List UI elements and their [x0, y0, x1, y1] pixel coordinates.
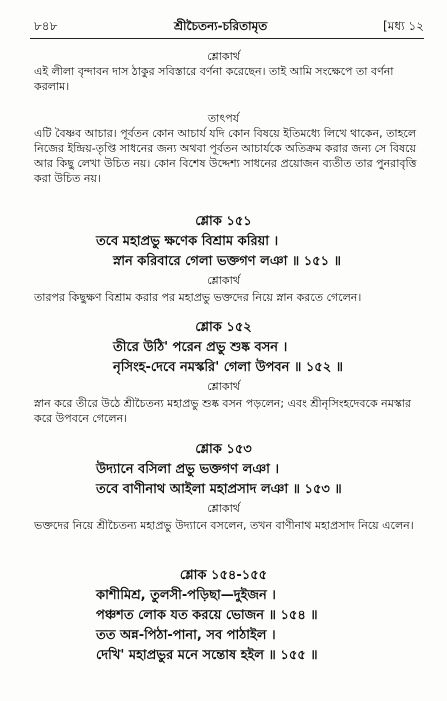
book-title: শ্রীচৈতন্য-চরিতামৃত — [174, 19, 268, 33]
translation-label: শ্লোকার্থ — [207, 502, 240, 515]
section-marker: [মধ্য ১২ — [383, 19, 424, 33]
page-number: ৮৪৮ — [34, 19, 58, 33]
verse-line: স্নান করিবারে গেলা ভক্তগণ লঞা ॥ ১৫১ ॥ — [113, 254, 341, 269]
translation-paragraph: তারপর কিছুক্ষণ বিশ্রাম করার পর মহাপ্রভু ভক্তদের নিয়ে স্নান করতে গেলেন। — [34, 291, 362, 304]
translation-label: শ্লোকার্থ — [207, 380, 240, 393]
running-header — [34, 18, 424, 38]
verse-line: তবে মহাপ্রভু ক্ষণেক বিশ্রাম করিয়া । — [96, 234, 279, 249]
translation-paragraph: ভক্তদের নিয়ে শ্রীচৈতন্য মহাপ্রভু উদ্যানে বসলেন, তখন বাণীনাথ মহাপ্রসাদ নিয়ে এলেন। — [34, 519, 414, 532]
header-rule — [30, 38, 424, 39]
verse-line: পঞ্চশত লোক যত করয়ে ভোজন ॥ ১৫৪ ॥ — [96, 608, 318, 623]
verse-line: তীরে উঠি' পরেন প্রভু শুষ্ক বসন । — [113, 340, 288, 355]
verse-heading: শ্লোক ১৫৪-১৫৫ — [179, 568, 268, 583]
verse-line: দেখি' মহাপ্রভুর মনে সন্তোষ হইল ॥ ১৫৫ ॥ — [96, 648, 318, 663]
translation-paragraph: স্নান করে তীরে উঠে শ্রীচৈতন্য মহাপ্রভু শুষ্ক বসন পড়লেন; এবং শ্রীনৃসিংহদেবকে নমস্কার করে উপবনে গেলেন। — [34, 397, 412, 425]
purport-label: তাৎপর্য — [207, 112, 240, 125]
translation-label: শ্লোকার্থ — [207, 274, 240, 287]
verse-line: তত অন্ন-পিঠা-পানা, সব পাঠাইল । — [96, 628, 276, 643]
translation-label: শ্লোকার্থ — [207, 50, 240, 63]
verse-line: উদ্যানে বসিলা প্রভু ভক্তগণ লঞা । — [96, 462, 280, 477]
verse-heading: শ্লোক ১৫৩ — [195, 442, 252, 457]
purport-paragraph: এটি বৈষ্ণব আচার। পূর্বতন কোন আচার্য যদি কোন বিষয়ে ইতিমধ্যে লিখে থাকেন, তাহলে নিজের ইন্দ্রিয়-তৃপ্তি সাধনের জন্য অথবা পূর্বতন আচার্যকে অতিক্রম করার জন্য সে বিষয়ে আর কিছু লেখা উচিত নয়। কোন বিশেষ উদ্দেশ্য সাধনের প্রয়োজন ব্যতীত তার পুনরাবৃত্তি করা উচিত নয়। — [34, 127, 417, 185]
verse-line: তবে বাণীনাথ আইলা মহাপ্রসাদ লঞা ॥ ১৫৩ ॥ — [96, 482, 342, 497]
verse-heading: শ্লোক ১৫২ — [195, 320, 252, 335]
verse-line: নৃসিংহ-দেবে নমস্করি' গেলা উপবন ॥ ১৫২ ॥ — [113, 360, 344, 375]
verse-heading: শ্লোক ১৫১ — [195, 214, 252, 229]
verse-line: কাশীমিশ্র, তুলসী-পড়িছা—দুইজন । — [96, 588, 276, 603]
translation-paragraph: এই লীলা বৃন্দাবন দাস ঠাকুর সবিস্তারে বর্ণনা করেছেন। তাই আমি সংক্ষেপে তা বর্ণনা করলাম। — [34, 65, 394, 93]
